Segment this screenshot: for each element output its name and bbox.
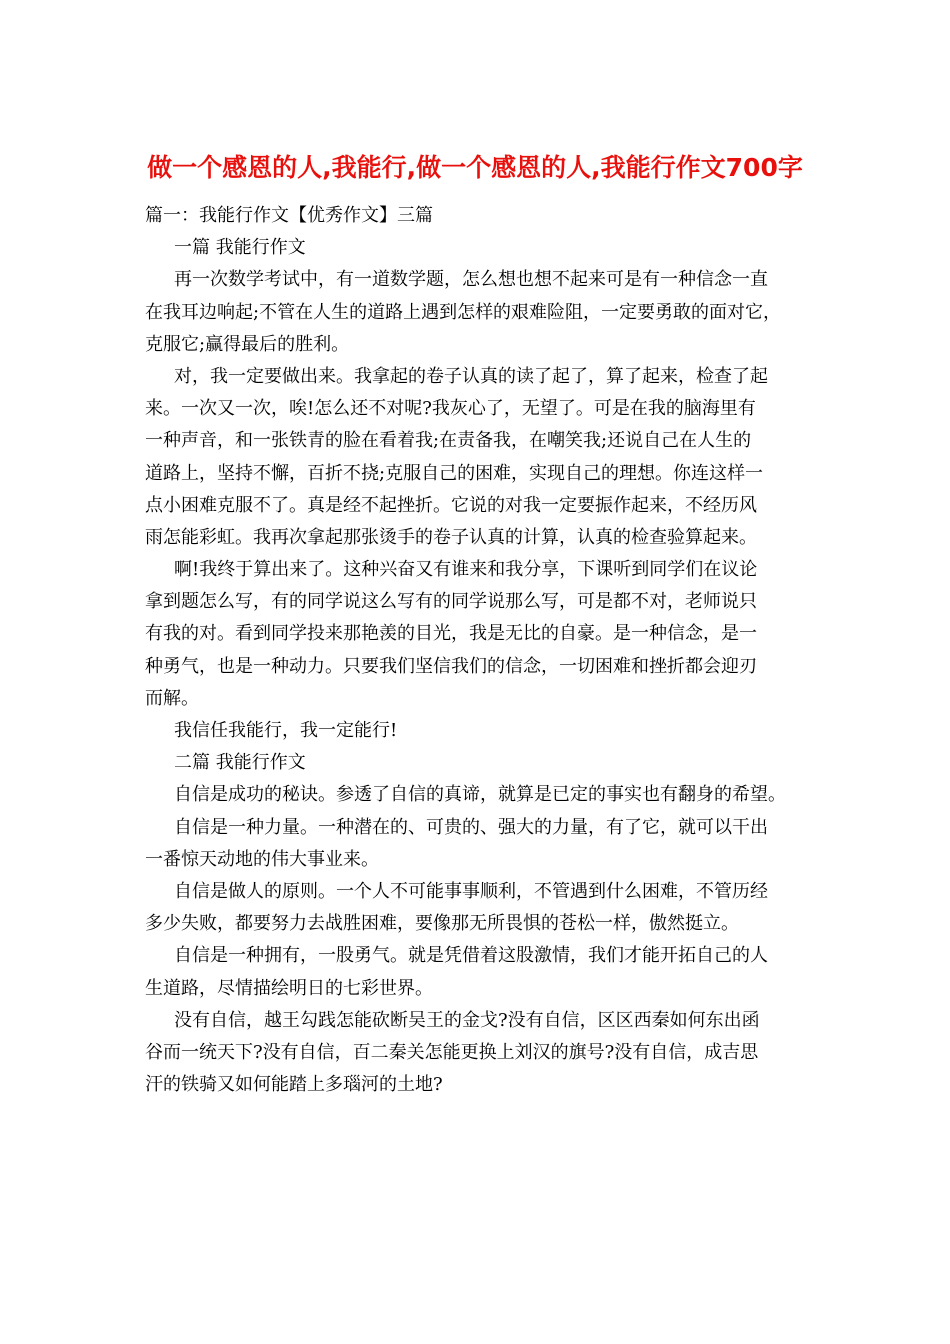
text-line: 自信是一种拥有，一股勇气。就是凭借着这股激情，我们才能开拓自己的人 bbox=[174, 945, 768, 967]
text-line: 谷而一统天下?没有自信，百二秦关怎能更换上刘汉的旗号?没有自信，成吉思 bbox=[145, 1041, 759, 1063]
text-line: 有我的对。看到同学投来那艳羡的目光，我是无比的自豪。是一种信念，是一 bbox=[145, 623, 757, 645]
text-line: 一篇 我能行作文 bbox=[174, 237, 306, 259]
text-line: 一种声音，和一张铁青的脸在看着我;在责备我，在嘲笑我;还说自己在人生的 bbox=[145, 430, 752, 452]
text-line: 来。一次又一次，唉!怎么还不对呢?我灰心了，无望了。可是在我的脑海里有 bbox=[145, 398, 756, 420]
text-line: 二篇 我能行作文 bbox=[174, 752, 306, 774]
text-line: 拿到题怎么写，有的同学说这么写有的同学说那么写，可是都不对，老师说只 bbox=[145, 591, 757, 613]
text-line: 自信是做人的原则。一个人不可能事事顺利，不管遇到什么困难，不管历经 bbox=[174, 880, 768, 902]
text-line: 再一次数学考试中，有一道数学题，怎么想也想不起来可是有一种信念一直 bbox=[174, 269, 768, 291]
text-line: 在我耳边响起;不管在人生的道路上遇到怎样的艰难险阻，一定要勇敢的面对它， bbox=[145, 301, 782, 323]
document-body bbox=[145, 200, 815, 1101]
text-line: 汗的铁骑又如何能踏上多瑙河的土地? bbox=[145, 1074, 443, 1096]
text-line: 道路上，坚持不懈，百折不挠;克服自己的困难，实现自己的理想。你连这样一 bbox=[145, 462, 764, 484]
text-line: 没有自信，越王勾践怎能砍断吴王的金戈?没有自信，区区西秦如何东出函 bbox=[174, 1009, 760, 1031]
text-line: 对，我一定要做出来。我拿起的卷子认真的读了起了，算了起来，检查了起 bbox=[174, 365, 768, 387]
text-line: 我信任我能行，我一定能行! bbox=[174, 720, 398, 741]
text-line: 多少失败，都要努力去战胜困难，要像那无所畏惧的苍松一样，傲然挺立。 bbox=[145, 913, 739, 935]
text-line: 篇一：我能行作文【优秀作文】三篇 bbox=[145, 205, 433, 226]
text-line: 克服它;赢得最后的胜利。 bbox=[145, 333, 350, 355]
text-line: 雨怎能彩虹。我再次拿起那张烫手的卷子认真的计算，认真的检查验算起来。 bbox=[145, 526, 757, 548]
text-line: 而解。 bbox=[145, 687, 199, 709]
text-line: 点小困难克服不了。真是经不起挫折。它说的对我一定要振作起来，不经历风 bbox=[145, 494, 757, 516]
text-line: 生道路，尽情描绘明日的七彩世界。 bbox=[145, 977, 433, 999]
text-line: 啊!我终于算出来了。这种兴奋又有谁来和我分享，下课听到同学们在议论 bbox=[174, 559, 758, 581]
text-line: 自信是一种力量。一种潜在的、可贵的、强大的力量，有了它，就可以干出 bbox=[174, 816, 768, 838]
text-line: 种勇气，也是一种动力。只要我们坚信我们的信念，一切困难和挫折都会迎刃 bbox=[145, 655, 757, 677]
text-line: 一番惊天动地的伟大事业来。 bbox=[145, 848, 379, 870]
document-title: 做一个感恩的人,我能行,做一个感恩的人,我能行作文700字 bbox=[147, 153, 803, 182]
text-line: 自信是成功的秘诀。参透了自信的真谛，就算是已定的事实也有翻身的希望。 bbox=[174, 784, 786, 806]
